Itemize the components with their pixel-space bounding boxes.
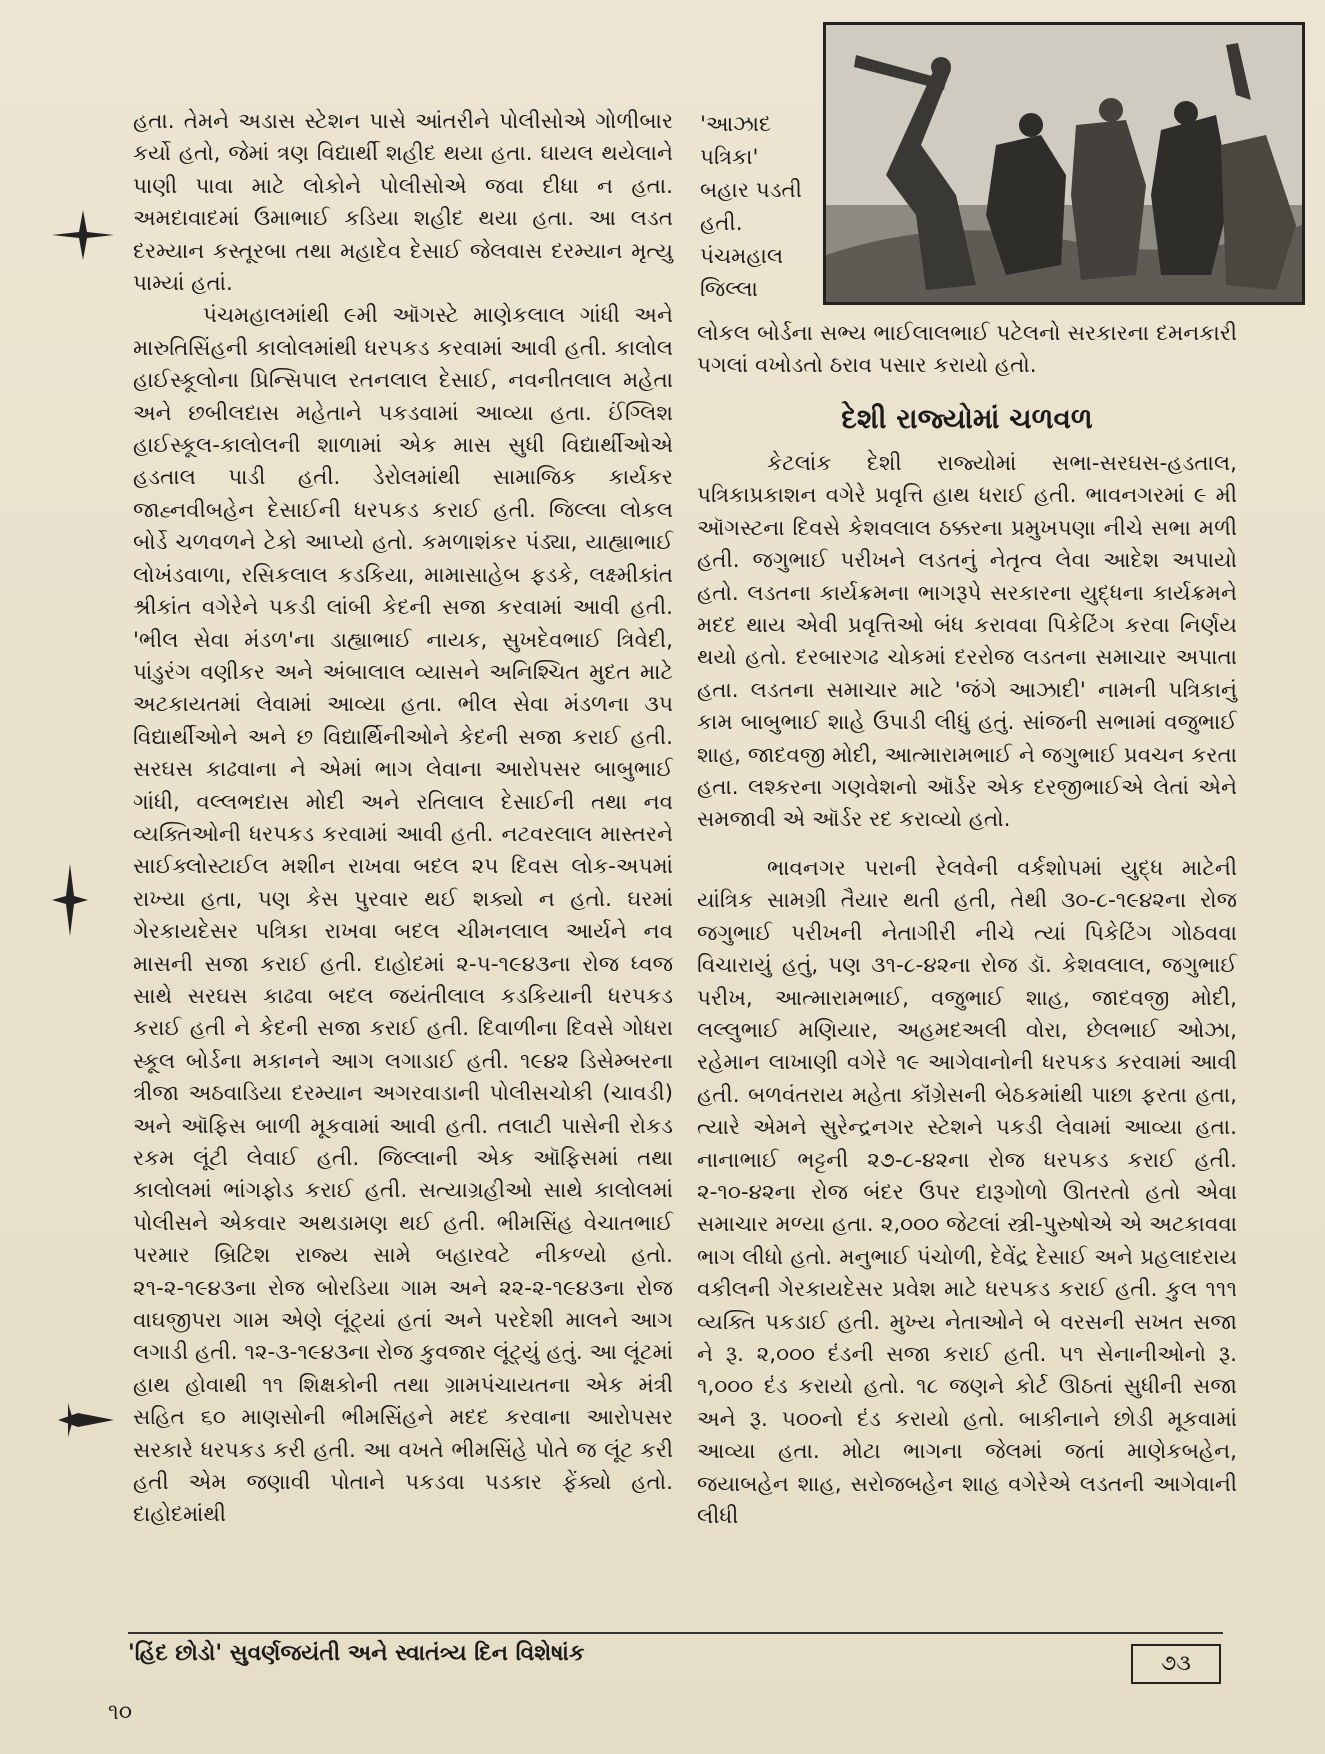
body-paragraph: કેટલાંક દેશી રાજ્યોમાં સભા-સરઘસ-હડતાલ, પત્રિકાપ્રકાશન વગેરે પ્રવૃત્તિ હાથ ધરાઈ હતી. ભાવનગરમાં ૯ મી ઑગસ્ટના દિવસે કેશવલાલ ઠક્કરના પ્રમુખપણા નીચે સભા મળી હતી. જગુભાઈ પરીખને લડતનું નેતૃત્વ લેવા આદેશ અપાયો હતો. લડતના કાર્યક્રમના ભાગરૂપે સરકારના યુદ્ધના કાર્યક્રમને મદદ થાય એવી પ્રવૃત્તિઓ બંધ કરાવવા પિકેટિંગ કરવા નિર્ણય થયો હતો. દરબારગઢ ચોકમાં દરરોજ લડતના સમાચાર અપાતા હતા. લડતના સમાચાર માટે 'જંગે આઝાદી' નામની પત્રિકાનું કામ બાબુભાઈ શાહે ઉપાડી લીધું હતું. સાંજની સભામાં વજુભાઈ શાહ, જાદવજી મોદી, આત્મારામભાઈ ને જગુભાઈ પ્રવચન કરતા હતા. લશ્કરના ગણવેશનો ઑર્ડર એક દરજીભાઈએ લેતાં એને સમજાવી એ ઑર્ડર રદ કરાવ્યો હતો. <box>697 451 1237 833</box>
punch-hole-mark <box>48 1395 118 1445</box>
body-paragraph: પંચમહાલમાંથી ૯મી ઑગસ્ટે માણેકલાલ ગાંધી અને મારુતિસિંહની કાલોલમાંથી ધરપકડ કરવામાં આવી હતી. કાલોલ હાઈસ્કૂલોના પ્રિન્સિપાલ રતનલાલ દેસાઈ, નવનીતલાલ મહેતા અને છબીલદાસ મહેતાને પકડવામાં આવ્યા હતા. ઈંગ્લિશ હાઈસ્કૂલ-કાલોલની શાળામાં એક માસ સુધી વિદ્યાર્થીઓએ હડતાલ પાડી હતી. ડેરોલમાંથી સામાજિક કાર્યકર જાહ્નવીબહેન દેસાઈની ધરપકડ કરાઈ હતી. જિલ્લા લોકલ બોર્ડે ચળવળને ટેકો આપ્યો હતો. કમળાશંકર પંડ્યા, યાહ્યાભાઈ લોખંડવાળા, રસિકલાલ કડકિયા, મામાસાહેબ ફડકે, લક્ષ્મીકાંત શ્રીકાંત વગેરેને પકડી લાંબી કેદની સજા કરવામાં આવી હતી. 'ભીલ સેવા મંડળ'ના ડાહ્યાભાઈ નાયક, સુખદેવભાઈ ત્રિવેદી, પાંડુરંગ વણીકર અને અંબાલાલ વ્યાસને અનિશ્ચિત મુદત માટે અટકાયતમાં લેવામાં આવ્યા હતા. ભીલ સેવા મંડળના ૩૫ વિદ્યાર્થીઓને અને છ વિદ્યાર્થિનીઓને કેદની સજા કરાઈ હતી. સરઘસ કાઢવાના ને એમાં ભાગ લેવાના આરોપસર બાબુભાઈ ગાંધી, વલ્લભદાસ મોદી અને રતિલાલ દેસાઈની તથા નવ વ્યક્તિઓની ધરપકડ કરવામાં આવી હતી. નટવરલાલ માસ્તરને સાઈક્લોસ્ટાઈલ મશીન રાખવા બદલ ૨૫ દિવસ લોક-અપમાં રાખ્યા હતા, પણ કેસ પુરવાર થઈ શક્યો ન હતો. ઘરમાં ગેરકાયદેસર પત્રિકા રાખવા બદલ ચીમનલાલ આર્યને નવ માસની સજા કરાઈ હતી. દાહોદમાં ૨-૫-૧૯૪૩ના રોજ ધ્વજ સાથે સરઘસ કાઢવા બદલ જયંતીલાલ કડકિયાની ધરપકડ કરાઈ હતી ને કેદની સજા કરાઈ હતી. દિવાળીના દિવસે ગોધરા સ્કૂલ બોર્ડના મકાનને આગ લગાડાઈ હતી. ૧૯૪૨ ડિસેમ્બરના ત્રીજા અઠવાડિયા દરમ્યાન અગરવાડાની પોલીસચોકી (ચાવડી) અને ઑફિસ બાળી મૂકવામાં આવી હતી. તલાટી પાસેની રોકડ રકમ લૂંટી લેવાઈ હતી. જિલ્લાની એક ઑફિસમાં તથા કાલોલમાં ભાંગફોડ કરાઈ હતી. સત્યાગ્રહીઓ સાથે કાલોલમાં પોલીસને એકવાર અથડામણ થઈ હતી. ભીમસિંહ વેચાતભાઈ પરમાર બ્રિટિશ રાજ્ય સામે બહારવટે નીકળ્યો હતો. ૨૧-૨-૧૯૪૩ના રોજ બોરડિયા ગામ અને ૨૨-૨-૧૯૪૩ના રોજ વાઘજીપરા ગામ એણે લૂંટ્યાં હતાં અને પરદેશી માલને આગ લગાડી હતી. ૧૨-૩-૧૯૪૩ના રોજ કુવજાર લૂંટ્યું હતું. આ લૂંટમાં હાથ હોવાથી ૧૧ શિક્ષકોની તથા ગ્રામપંચાયતના એક મંત્રી સહિત ૬૦ માણસોની ભીમસિંહને મદદ કરવાના આરોપસર સરકારે ધરપકડ કરી હતી. આ વખતે ભીમસિંહે પોતે જ લૂંટ કરી હતી એમ જણાવી પોતાને પકડવા પડકાર ફેંક્યો હતો. દાહોદમાંથી <box>133 303 673 1528</box>
bottom-page-number: ૧૦ <box>108 1700 133 1725</box>
body-paragraph: ભાવનગર પરાની રેલવેની વર્કશોપમાં યુદ્ધ માટેની યાંત્રિક સામગ્રી તૈયાર થતી હતી, તેથી ૩૦-૮-૧૯૪૨ના રોજ જગુભાઈ પરીખની નેતાગીરી નીચે ત્યાં પિકેટિંગ ગોઠવવા વિચારાયું હતું, પણ ૩૧-૮-૪૨ના રોજ ડૉ. કેશવલાલ, જગુભાઈ પરીખ, આત્મારામભાઈ, વજુભાઈ શાહ, જાદવજી મોદી, લલ્લુભાઈ મણિયાર, અહમદઅલી વોરા, છેલભાઈ ઓઝા, રહેમાન લાખાણી વગેરે ૧૯ આગેવાનોની ધરપકડ કરવામાં આવી હતી. બળવંતરાય મહેતા કૉંગ્રેસની બેઠકમાંથી પાછા ફરતા હતા, ત્યારે એમને સુરેન્દ્રનગર સ્ટેશને પકડી લેવામાં આવ્યા હતા. નાનાભાઈ ભટ્ટની ૨૭-૮-૪૨ના રોજ ધરપકડ કરાઈ હતી. ૨-૧૦-૪૨ના રોજ બંદર ઉપર દારૂગોળો ઊતરતો હતો એવા સમાચાર મળ્યા હતા. ૨,૦૦૦ જેટલાં સ્ત્રી-પુરુષોએ એ અટકાવવા ભાગ લીધો હતો. મનુભાઈ પંચોળી, દેવેંદ્ર દેસાઈ અને પ્રહલાદરાય વકીલની ગેરકાયદેસર પ્રવેશ માટે ધરપકડ કરાઈ હતી. કુલ ૧૧૧ વ્યક્તિ પકડાઈ હતી. મુખ્ય નેતાઓને બે વરસની સખત સજા ને રૂ. ૨,૦૦૦ દંડની સજા કરાઈ હતી. ૫૧ સેનાનીઓનો રૂ. ૧,૦૦૦ દંડ કરાયો હતો. ૧૮ જણને કોર્ટ ઊઠતાં સુધીની સજા અને રૂ. ૫૦૦નો દંડ કરાયો હતો. બાકીનાને છોડી મૂકવામાં આવ્યા હતા. મોટા ભાગના જેલમાં જતાં માણેકબહેન, જયાબહેન શાહ, સરોજબહેન શાહ વગેરેએ લડતની આગેવાની લીધી <box>697 855 1237 1529</box>
right-column <box>697 448 1237 1533</box>
footer-title: 'હિંદ છોડો' સુવર્ણજયંતી અને સ્વાતંત્ર્ય દિન વિશેષાંક <box>128 1641 585 1666</box>
punch-hole-mark <box>50 860 90 940</box>
caption-line: હતી. <box>700 211 743 236</box>
caption-line: પંચમહાલ <box>700 244 784 269</box>
caption-line: પત્રિકા' <box>700 145 759 170</box>
caption-line: જિલ્લા <box>700 277 758 302</box>
caption-continuation: લોકલ બોર્ડના સભ્ય ભાઈલાલભાઈ પટેલનો સરકારના દમનકારી પગલાં વખોડતો ઠરાવ પસાર કરાયો હતો. <box>697 321 1237 379</box>
page-number: ૭૩ <box>1131 1644 1221 1684</box>
section-heading: દેશી રાજ્યોમાં ચળવળ <box>841 402 1093 435</box>
statue-photo <box>823 22 1305 305</box>
punch-hole-mark <box>48 205 118 265</box>
left-column <box>133 106 673 1532</box>
right-column-continuation <box>697 318 1237 383</box>
body-paragraph: હતા. તેમને અડાસ સ્ટેશન પાસે આંતરીને પોલીસોએ ગોળીબાર કર્યો હતો, જેમાં ત્રણ વિદ્યાર્થી શહીદ થયા હતા. ઘાયલ થયેલાને પાણી પાવા માટે લોકોને પોલીસોએ જવા દીધા ન હતા. અમદાવાદમાં ઉમાભાઈ કડિયા શહીદ થયા હતા. આ લડત દરમ્યાન કસ્તૂરબા તથા મહાદેવ દેસાઈ જેલવાસ દરમ્યાન મૃત્યુ પામ્યાં હતાં. <box>133 109 673 297</box>
caption-line: 'આઝાદ <box>700 112 772 137</box>
footer-divider <box>128 1632 1223 1634</box>
photo-caption <box>700 108 820 306</box>
caption-line: બહાર પડતી <box>700 178 802 203</box>
